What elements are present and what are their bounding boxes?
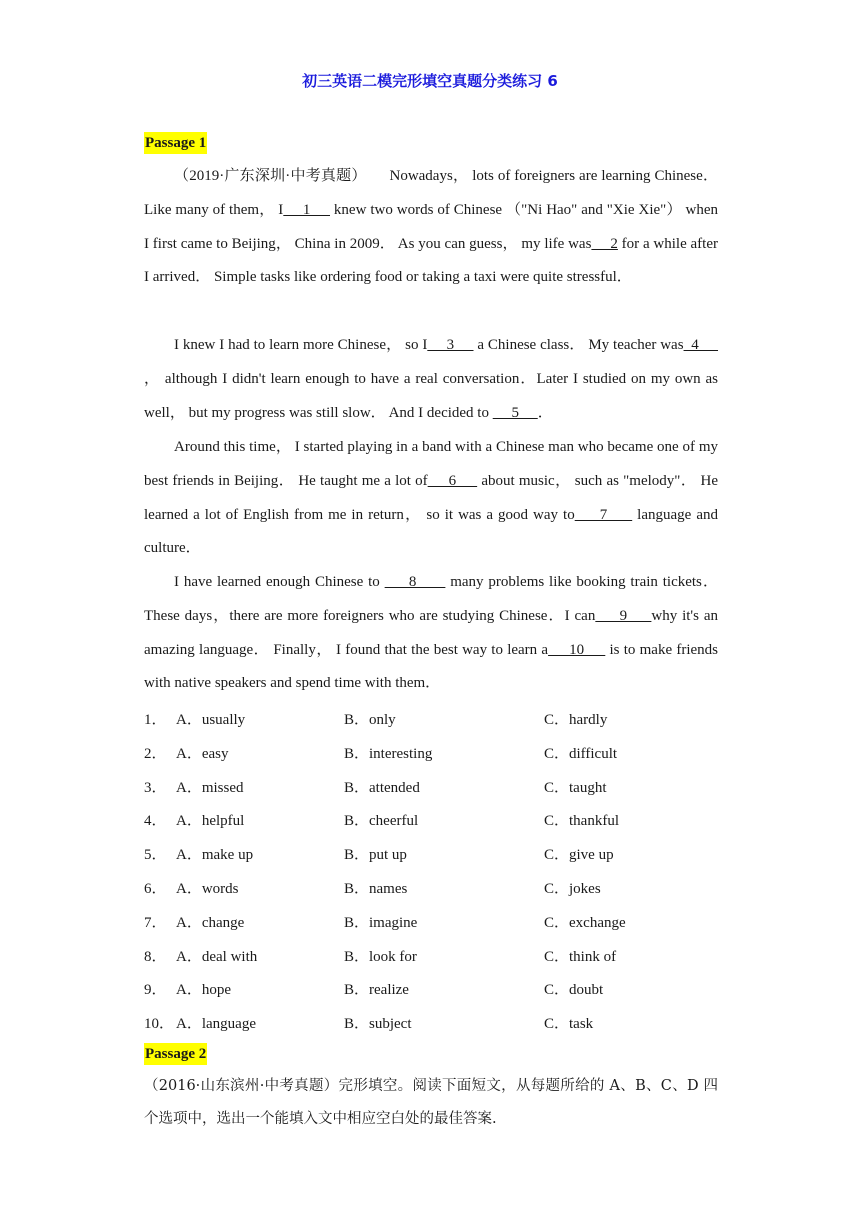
option-c: C．give up [544,847,614,864]
option-c: C．difficult [544,745,618,762]
answer-blank: 10 [548,641,606,658]
question-number: 3． [144,779,167,796]
passage-1-paragraph-2 [144,329,718,430]
question-number: 1． [144,712,167,728]
answer-blank: 4 [683,337,719,353]
option-b: B．subject [344,1016,412,1033]
question-row [144,945,724,967]
question-number: 10． [144,1016,175,1033]
option-b: B．put up [344,847,407,864]
option-a: A．change [176,914,245,931]
answer-blank: 6 [427,472,478,489]
question-number: 5． [144,847,167,864]
passage-text: why it's an amazing language． Finally， I found that the best way to learn a [144,607,718,658]
passage-text: language and culture． [144,506,718,557]
option-a: A．make up [176,847,254,864]
option-c: C．think of [544,948,617,965]
passage-1-heading: Passage 1 [144,132,207,154]
answer-blank: 8 [384,574,446,590]
passage-text: Around this time， I started playing in a band with a Chinese man who became one of my best friends in Beijing． He taught me a lot of [144,439,718,489]
passage-1-paragraph-3 [144,431,718,566]
option-a: A．helpful [176,813,245,830]
question-row [144,843,724,865]
answer-blank: 2 [591,235,618,252]
option-b: B．realize [344,982,409,999]
option-b: B．interesting [344,745,433,762]
passage-text: a Chinese class． My teacher was [473,337,684,353]
passage-text: about music， such as "melody"． He learned a lot of English from me in return， so it was a good way to [144,472,719,523]
passage-text: ， although I didn't learn enough to have a real conversation．Later I studied on my own as well， but my progress was still slow． And I decided to [144,370,718,421]
question-row [144,1012,724,1034]
question-row [144,911,724,933]
option-b: B．cheerful [344,813,419,830]
question-row [144,742,724,764]
option-c: C．exchange [544,914,626,931]
answer-blank: 1 [283,201,330,218]
passage-text: knew two words of Chinese （"Ni Hao" and "Xie Xie"） when I first came to Beijing， China in 2009． As you can guess， my life was [144,201,719,252]
question-number: 9． [144,982,167,999]
passage-text: （2019·广东深圳·中考真题） Nowadays， lots of foreigners are learning Chinese． Like many of them， I [144,168,718,218]
passage-text: is to make friends with native speakers and spend time with them． [144,641,718,692]
question-row [144,978,724,1000]
question-row [144,809,724,831]
question-number: 8． [144,948,167,965]
option-a: A．language [176,1016,256,1033]
option-b: B．only [344,712,396,728]
option-b: B．look for [344,948,417,965]
passage-text: many problems like booking train tickets． These days，there are more foreigners who are studying Chinese．I can [144,574,718,624]
option-c: C．hardly [544,712,608,728]
option-c: C．doubt [544,982,604,999]
answer-blank: 9 [595,607,652,624]
option-b: B．attended [344,779,420,796]
answer-blank: 3 [427,337,474,353]
answer-blank: 7 [574,506,633,523]
option-c: C．taught [544,779,607,796]
question-row [144,708,724,730]
option-c: C．task [544,1016,594,1033]
question-number: 6． [144,881,167,897]
option-a: A．words [176,881,239,897]
question-number: 4． [144,813,167,830]
option-a: A．hope [176,982,231,999]
passage-text: for a while after I arrived． Simple tasks like ordering food or taking a taxi were quite stressful． [144,235,719,286]
option-c: C．jokes [544,881,601,897]
option-a: A．missed [176,779,244,796]
option-b: B．imagine [344,914,418,931]
option-a: A．usually [176,712,246,728]
passage-1-paragraph-1 [144,160,718,295]
option-b: B．names [344,881,408,897]
passage-text: I have learned enough Chinese to [174,574,385,590]
question-number: 7． [144,914,167,931]
passage-2-heading: Passage 2 [144,1043,207,1065]
option-c: C．thankful [544,813,619,830]
document-title: 初三英语二模完形填空真题分类练习 6 [302,72,558,90]
answer-blank: 5 [492,404,538,421]
option-a: A．deal with [176,948,258,965]
passage-text: ． [537,404,553,421]
option-a: A．easy [176,745,229,762]
passage-text: I knew I had to learn more Chinese， so I [174,337,428,353]
passage-1-paragraph-4 [144,566,718,701]
question-row [144,776,724,798]
passage-2-intro: （2016·山东滨州·中考真题）完形填空。阅读下面短文，从每题所给的 A、B、C、D 四个选项中，选出一个能填入文中相应空白处的最佳答案. [144,1078,718,1127]
question-row [144,877,724,899]
question-number: 2． [144,745,167,762]
